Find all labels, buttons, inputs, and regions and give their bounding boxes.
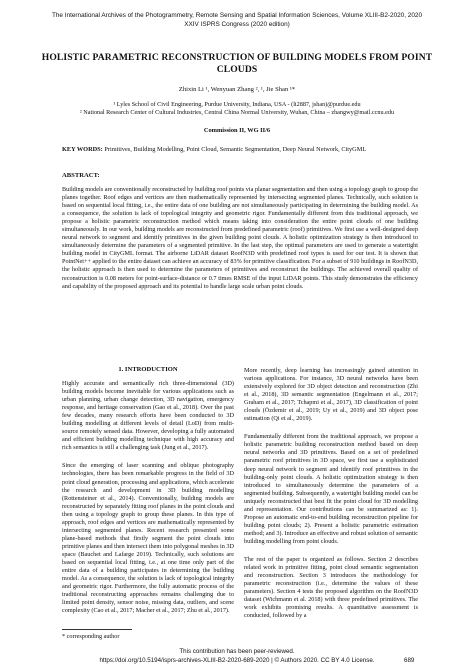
affiliation-1: ¹ Lyles School of Civil Engineering, Purdue University, Indiana, USA - (li2887, jshan)@purdue.edu: [113, 101, 361, 108]
keywords-text: Primitives, Building Modelling, Point Cloud, Semantic Segmentation, Deep Neural Network, CityGML: [104, 146, 367, 153]
section-heading-introduction: 1. INTRODUCTION: [118, 366, 178, 373]
peer-review-note: This contribution has been peer-reviewed.: [179, 648, 295, 655]
left-column: [62, 380, 234, 625]
right-column: [244, 367, 418, 630]
keywords-line: [62, 146, 422, 154]
intro-paragraph-4: Fundamentally different from the traditional approach, we propose a holistic parametric building reconstruction method based on deep neural networks and 3D primitives. Based on a set of predefined parametric roof primitives in 3D space, we first use a sophisticated deep neural network to segment and identify roof primitives in the building-only point clouds. A holistic optimization strategy is then introduced to simultaneously determine the parameters of a segmented building. Subsequently, a watertight building model can be uniquely reconstructed that best fit the point cloud for 3D modelling and representation. Our contributions can be summarized as: 1). Propose an automatic end-to-end building reconstruction pipeline for building point clouds; 2). Present a holistic parametric estimation method; and 3). Introduce an effective and robust solution of semantic building modelling from point clouds.: [244, 433, 418, 545]
abstract-heading: ABSTRACT:: [62, 172, 100, 179]
intro-paragraph-2: Since the emerging of laser scanning and oblique photography technologies, there has been remarkable progress in the field of 3D point cloud generation, processing and applications, which accelerate the research and development in 3D building modelling (Rottensteiner et al., 2014). Conventionally, building models are reconstructed by separately fitting roof planes in the point clouds and then using a topology graph to group these planes. In this type of approach, roof edges and vertices are mathematically represented by intersecting segmented planes. Recent research presented some plane-based methods that firstly segment the point clouds into primitive planes and then intersect them into polygonal meshes in 3D space (Bauchet and Lafarge 2019). Technically, such solutions are based on sequential local fitting, i.e., at one time only part of the entire data of a building participates in determining the building model. As a consequence, the solution is lack of topological integrity and geometric rigor. Furthermore, the fully automatic process of the traditional reconstructing approaches remains challenging due to limited point density, sensor noise, missing data, outliers, and scene complexity (Cao et al., 2017; Macher et al., 2017; Zhu et al., 2017).: [62, 462, 234, 615]
intro-paragraph-1: Highly accurate and semantically rich three-dimensional (3D) building models become inevitable for various applications such as urban planning, urban change detection, 3D navigation, emergency response, and heritage conservation (Gao et al., 2018). Over the past few decades, many research efforts have been conducted to 3D building modelling at different levels of detail (LoD) from multi-source remotely sensed data. However, developing a fully automated and efficient building modelling technique with high accuracy and rich semantics is still a challenging task (Jung et al., 2017).: [62, 380, 234, 452]
doi-license-line[interactable]: https://doi.org/10.5194/isprs-archives-XLIII-B2-2020-689-2020 | © Authors 2020. CC BY 4.0 License.: [99, 657, 375, 664]
footnote-divider: [62, 629, 132, 630]
footnote: * corresponding author: [62, 633, 120, 640]
intro-paragraph-3: More recently, deep learning has increasingly gained attention in various applications. For instance, 3D neural networks have been extensively explored for 3D object detection and reconstruction (Zhi et al., 2018), 3D semantic segmentation (Engelmann et al., 2017; Graham et al., 2017; Tchapmi et al., 2017), 3D classification of point clouds (Özdemir et al., 2019; Uy et al., 2019) and 3D object pose estimation (Qi et al., 2019).: [244, 367, 418, 423]
running-header-line1: The International Archives of the Photogrammetry, Remote Sensing and Spatial Information Sciences, Volume XLIII-B2-2020, 2020: [51, 12, 423, 19]
intro-paragraph-5: The rest of the paper is organized as follows. Section 2 describes related work in primitive fitting, point cloud semantic segmentation and reconstruction. Section 3 introduces the methodology for parametric reconstruction (i.e., determine the values of these parameters). Section 4 tests the proposed algorithm on the RoofN3D dataset (Wichmann et al. 2018) with three predefined primitives. The work exhibits promising results. A quantitative assessment is conducted, followed by a: [244, 555, 418, 620]
affiliation-2: ² National Research Center of Cultural Industries, Central China Normal University, Wuhan, China – zhangwy@mail.ccnu.edu: [79, 109, 395, 116]
commission-line: Commission II, WG II/6: [203, 127, 271, 134]
paper-title: HOLISTIC PARAMETRIC RECONSTRUCTION OF BUILDING MODELS FROM POINT CLOUDS: [41, 52, 433, 75]
keywords-label: KEY WORDS:: [62, 146, 103, 153]
page-number: 689: [404, 657, 415, 664]
affiliations: [0, 101, 474, 117]
abstract-body: Building models are conventionally reconstructed by building roof points via planar segmentation and then using a topology graph to group the planes together. Roof edges and vertices are then mathematically represented by intersecting segmented planes. Technically, such solution is based on sequential local fitting, i.e., the entire data of one building are not simultaneously participating in determining the building model. As a consequence, the solution is lack of topological integrity and geometric rigor. Fundamentally different from this traditional approach, we propose a holistic parametric reconstruction method which means taking into consideration the entire point clouds of one building simultaneously. In our work, building models are reconstructed from predefined parametric (roof) primitives. We first use a well-designed deep neural network to segment and identify primitives in the given building point clouds. A holistic optimization strategy is then introduced to simultaneously determine the parameters of a segmented primitive. In the last step, the optimal parameters are used to generate a watertight building model in CityGML format. The airborne LiDAR dataset RoofN3D with predefined roof types is used for our test. It is shown that PointNet++ applied to the entire dataset can achieve an accuracy of 83% for primitive classification. For a subset of 910 buildings in RoofN3D, the holistic approach is then used to determine the parameters of primitives and reconstruct the buildings. The achieved overall quality of reconstruction is 0.08 meters for point-surface-distance or 0.7 times RMSE of the input LiDAR points. This study demonstrates the efficiency and capability of the proposed approach and its potential to handle large scale urban point clouds.: [62, 186, 418, 290]
author-list: Zhixin Li ¹, Wenyuan Zhang ², ¹, Jie Shan ¹*: [178, 86, 296, 93]
running-header-line2: XXIV ISPRS Congress (2020 edition): [184, 21, 290, 28]
